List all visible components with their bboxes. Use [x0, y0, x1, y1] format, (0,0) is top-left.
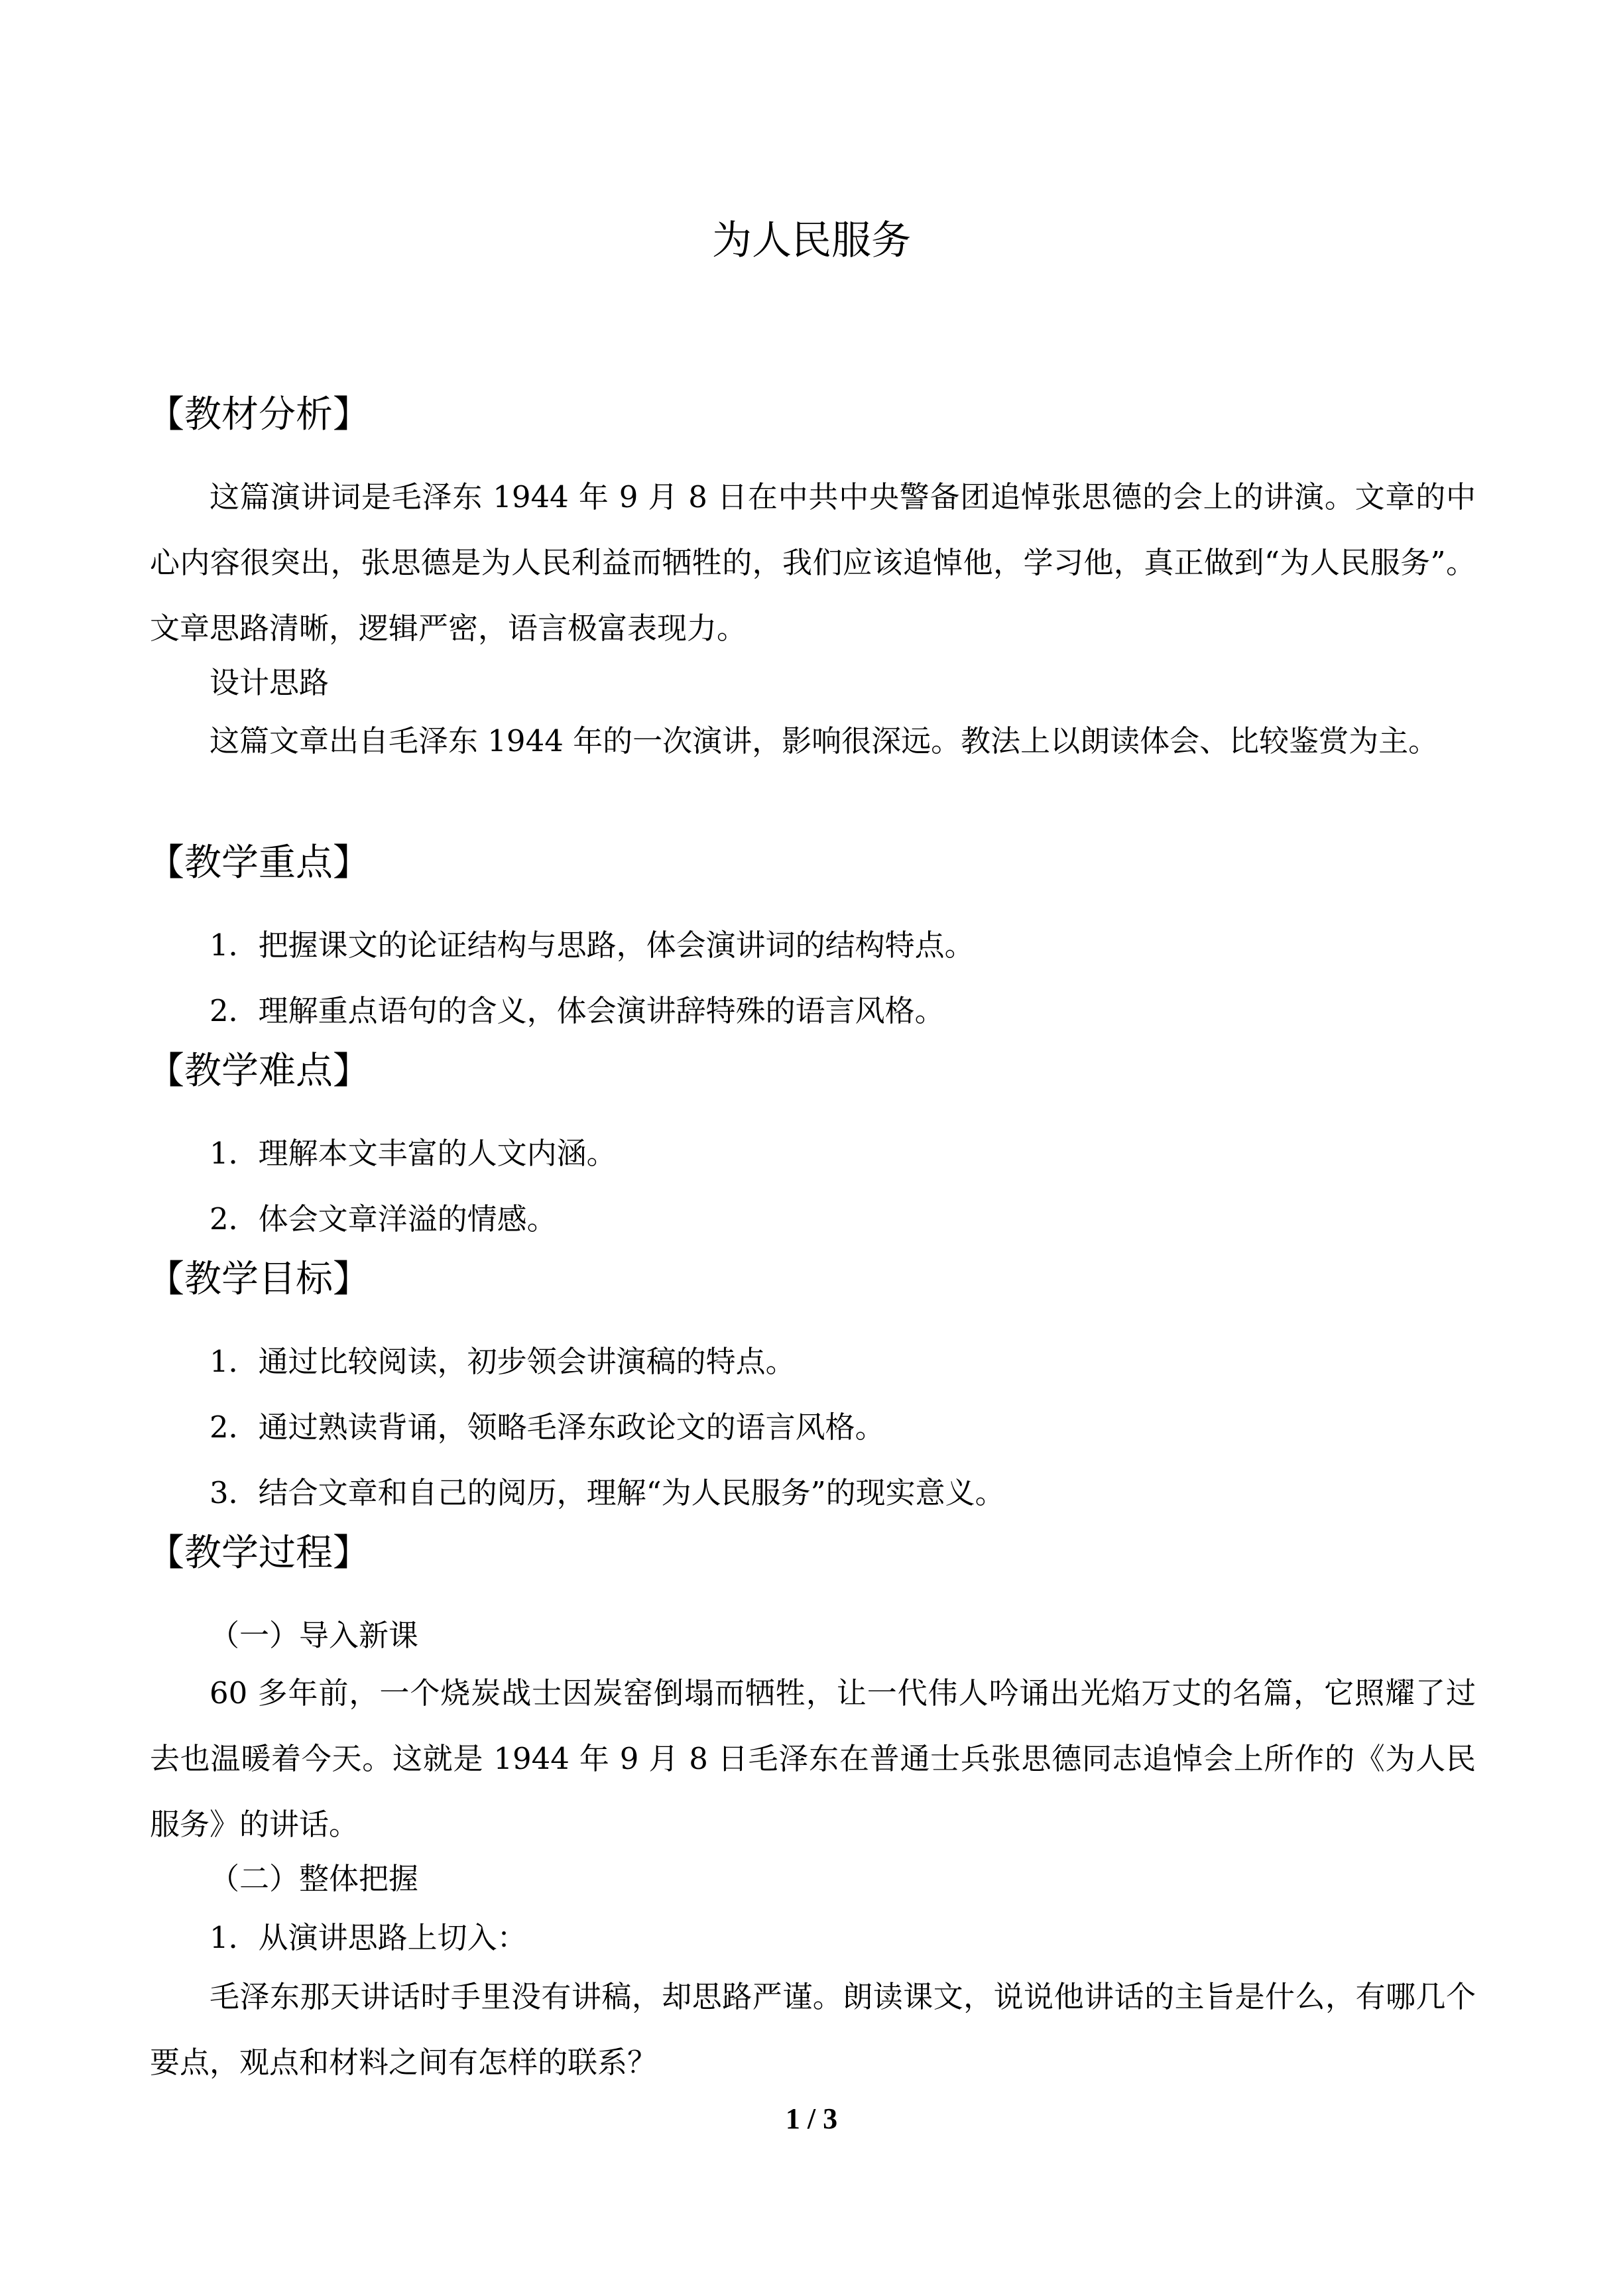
heading-objectives: 【教学目标】: [147, 1258, 370, 1301]
design-label: 设计思路: [210, 665, 330, 700]
key-point-item: 1．把握课文的论证结构与思路，体会演讲词的结构特点。: [210, 928, 975, 963]
step2-label: （二）整体把握: [210, 1861, 419, 1896]
heading-difficulties: 【教学难点】: [147, 1050, 370, 1093]
heading-analysis: 【教材分析】: [147, 393, 370, 436]
key-point-item: 2．理解重点语句的含义，体会演讲辞特殊的语言风格。: [210, 993, 945, 1028]
heading-process: 【教学过程】: [147, 1532, 370, 1575]
design-paragraph: 这篇文章出自毛泽东 1944 年的一次演讲，影响很深远。教法上以朗读体会、比较鉴赏为主。: [210, 723, 1439, 758]
difficulty-item: 1．理解本文丰富的人文内涵。: [210, 1136, 617, 1171]
step1-paragraph: 60 多年前，一个烧炭战士因炭窑倒塌而牺牲，让一代伟人吟诵出光焰万丈的名篇，它照耀了过去也温暖着今天。这就是 1944 年 9 月 8 日毛泽东在普通士兵张思德同志追悼会上所作的《为人民服务》的讲话。: [150, 1675, 1476, 1842]
objective-item: 2．通过熟读背诵，领略毛泽东政论文的语言风格。: [210, 1410, 885, 1445]
difficulty-item: 2．体会文章洋溢的情感。: [210, 1201, 557, 1237]
step2-paragraph: 毛泽东那天讲话时手里没有讲稿，却思路严谨。朗读课文，说说他讲话的主旨是什么，有哪几个要点，观点和材料之间有怎样的联系？: [150, 1979, 1476, 2080]
objective-item: 1．通过比较阅读，初步领会讲演稿的特点。: [210, 1344, 796, 1379]
document-title: 为人民服务: [712, 217, 911, 264]
analysis-paragraph: 这篇演讲词是毛泽东 1944 年 9 月 8 日在中共中央警备团追悼张思德的会上的讲演。文章的中心内容很突出，张思德是为人民利益而牺牲的，我们应该追悼他，学习他，真正做到“为人民服务”。文章思路清晰，逻辑严密，语言极富表现力。: [150, 479, 1476, 646]
page-number: 1 / 3: [785, 2102, 838, 2135]
step1-label: （一）导入新课: [210, 1618, 419, 1653]
objective-item: 3．结合文章和自己的阅历，理解“为人民服务”的现实意义。: [210, 1475, 1005, 1510]
heading-key-points: 【教学重点】: [147, 841, 370, 884]
step2-sub: 1．从演讲思路上切入：: [210, 1920, 527, 1955]
